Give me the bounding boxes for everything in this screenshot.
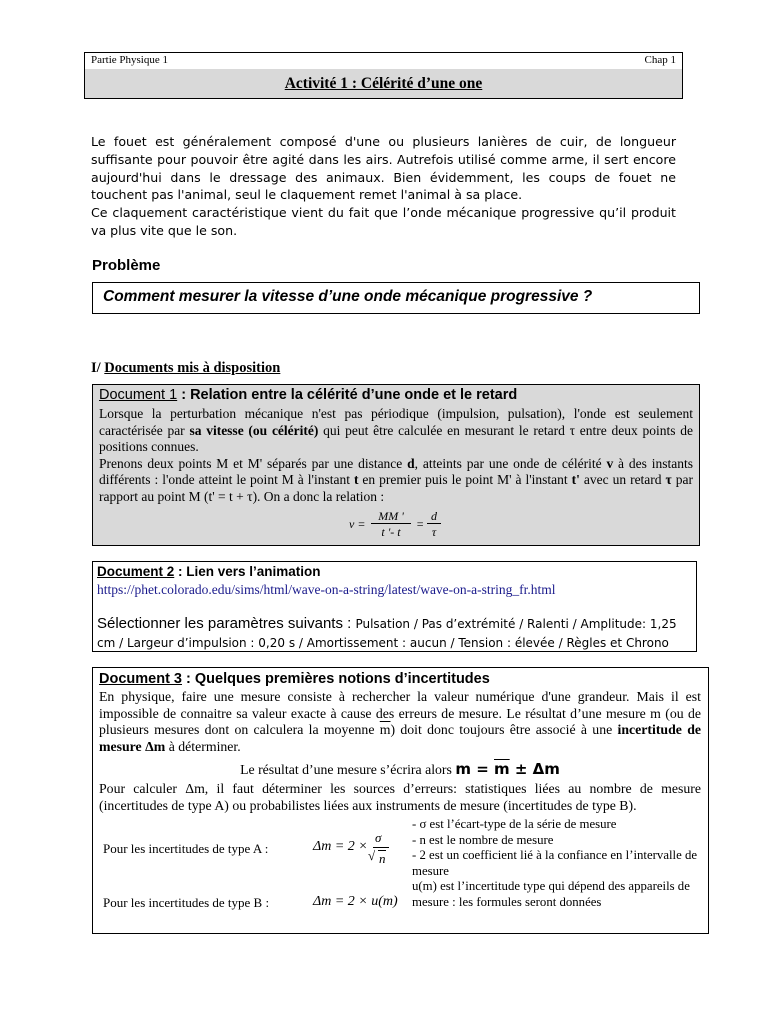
text: qui peut être calculée en mesurant le retard τ entre deux points de positions connues. (99, 422, 693, 454)
section-number: I/ (91, 360, 105, 376)
result-formula (455, 760, 560, 778)
mean-symbol: $\overline{m}$ (494, 760, 510, 778)
formula-numerator-1: MM ' (371, 509, 411, 524)
text: à des instants différents : l'onde atteint le point M à l'instant (99, 455, 694, 487)
document-1-label: Document 1 (99, 387, 178, 403)
formula-lhs: v = (349, 517, 366, 531)
text: avec un retard (579, 472, 666, 487)
header-part-label: Partie Physique 1 (91, 54, 168, 66)
type-a-note: - 2 est un coefficient lié à la confiance en l’intervalle de mesure (412, 848, 698, 878)
type-b-label: Pour les incertitudes de type B : (103, 895, 270, 910)
parameters-values: Pulsation / Pas d’extrémité / Ralenti / Amplitude: 1,25 cm / Largeur d’impulsion : 0,20 s / Amortissement : aucun / Tension : élevée / Règles et Chrono (97, 617, 677, 650)
text: Lorsque la perturbation mécanique n'est pas périodique (impulsion, pulsation), l'onde est seulement caractérisée par (99, 406, 693, 438)
type-a-fraction-bar (373, 847, 389, 848)
document-2 (92, 561, 697, 652)
text: Prenons deux points M et M' séparés par une distance (99, 455, 408, 471)
probleme-heading: Problème (92, 257, 161, 274)
document-2-title (97, 564, 321, 579)
document-1-body (99, 406, 693, 505)
text: à déterminer. (165, 738, 241, 754)
bold-text: sa vitesse (ou célérité) (189, 422, 319, 438)
document-3-paragraph-2: Pour calculer Δm, il faut déterminer les sources d’erreurs: statistiques liées au nombre de mesure (incertitudes de type A) ou probabilistes liées aux instruments de mesure (incertitudes de type B). (99, 781, 701, 813)
measurement-result (99, 761, 701, 779)
intro-paragraph-1: Le fouet est généralement composé d'une ou plusieurs lanières de cuir, de longueur suffisante pour pouvoir être agité dans les airs. Autrefois utilisé comme arme, il sert encore aujourd'hui dans le dressage des animaux. Bien évidemment, les coups de fouet ne touchent pas l'animal, seul le claquement remet l'animal à sa place. (91, 134, 676, 203)
type-b-note: u(m) est l’incertitude type qui dépend des appareils de mesure : les formules seront données (412, 879, 690, 909)
formula-numerator-2: d (427, 509, 441, 524)
document-3-paragraph-1 (99, 689, 701, 755)
document-1-paragraph-2 (99, 456, 693, 506)
type-a-note: - σ est l’écart-type de la série de mesure (412, 817, 617, 831)
header-chapter-label: Chap 1 (644, 54, 676, 66)
text: en premier puis le point M' à l'instant (358, 472, 572, 487)
document-2-heading: : Lien vers l’animation (174, 564, 321, 579)
header-row (85, 53, 682, 70)
probleme-box (92, 282, 700, 314)
header-table (84, 52, 683, 99)
section-title: Documents mis à disposition (104, 360, 281, 376)
mean-symbol: $\overline{m}$ (379, 722, 391, 737)
document-3-heading: : Quelques premières notions d’incertitudes (182, 671, 490, 687)
intro-text (91, 133, 676, 240)
formula-denominator-1: t '- t (381, 525, 401, 539)
document-1-heading: : Relation entre la célérité d’une onde et le retard (177, 387, 518, 403)
type-a-notes (412, 817, 712, 879)
sqrt-icon: √ (368, 848, 376, 863)
document-3-body (99, 689, 701, 813)
probleme-question: Comment mesurer la vitesse d’une onde mécanique progressive ? (103, 288, 593, 305)
type-a-formula-numerator: σ (375, 830, 382, 845)
type-a-note: - n est le nombre de mesure (412, 832, 554, 847)
document-1 (92, 384, 700, 546)
result-formula-part: ± Δm (509, 760, 560, 778)
celerity-formula (349, 507, 459, 545)
type-a-label: Pour les incertitudes de type A : (103, 841, 269, 856)
document-3-title (99, 671, 490, 687)
text: En physique, faire une mesure consiste à rechercher la valeur numérique d'une grandeur. Mais il est impossible de connaitre sa valeur exacte à cause des erreurs de mesure. Le résultat d’une mesure m (ou de plusieurs mesures dont on calculera la moyenne (99, 689, 701, 737)
intro-paragraph-2: Ce claquement caractéristique vient du fait que l’onde mécanique progressive qu’il produit va plus vite que le son. (91, 205, 676, 238)
document-2-parameters (97, 614, 687, 653)
formula-equals: = (416, 517, 425, 531)
parameters-label: Sélectionner les paramètres suivants : (97, 615, 356, 632)
formula-denominator-2: τ (431, 525, 437, 539)
bold-text: d (407, 455, 415, 471)
bold-text: t (353, 472, 359, 487)
bold-text: v (606, 455, 614, 471)
document-1-paragraph-1 (99, 406, 693, 456)
formula-fraction-2 (427, 509, 441, 540)
type-a-formula-denominator: n (379, 851, 386, 866)
document-3-label: Document 3 (99, 671, 182, 687)
section-heading (91, 360, 280, 377)
type-b-formula: Δm = 2 × u(m) (313, 894, 398, 909)
formula-fraction-1 (371, 509, 411, 540)
result-text: Le résultat d’une mesure s’écrira alors (240, 762, 456, 777)
type-a-formula-lhs: Δm = 2 × (313, 839, 368, 854)
bold-text: t' (571, 472, 580, 487)
document-2-label: Document 2 (97, 564, 175, 579)
document-1-title (99, 387, 517, 403)
text: , atteints par une onde de célérité (414, 455, 607, 471)
text: ) doit donc toujours être associé à une (390, 722, 618, 737)
document-3 (92, 667, 709, 934)
page-title: Activité 1 : Célérité d’une one (284, 75, 483, 92)
bold-text: τ (665, 472, 672, 487)
result-formula-part: m = (455, 760, 495, 778)
animation-link[interactable]: https://phet.colorado.edu/sims/html/wave-on-a-string/latest/wave-on-a-string_fr.html (97, 582, 556, 597)
bold-text: incertitude de mesure Δm (99, 722, 701, 754)
text: par rapport au point M (t' = t + τ). On a donc la relation : (99, 472, 694, 504)
header-title-bar (85, 69, 682, 98)
